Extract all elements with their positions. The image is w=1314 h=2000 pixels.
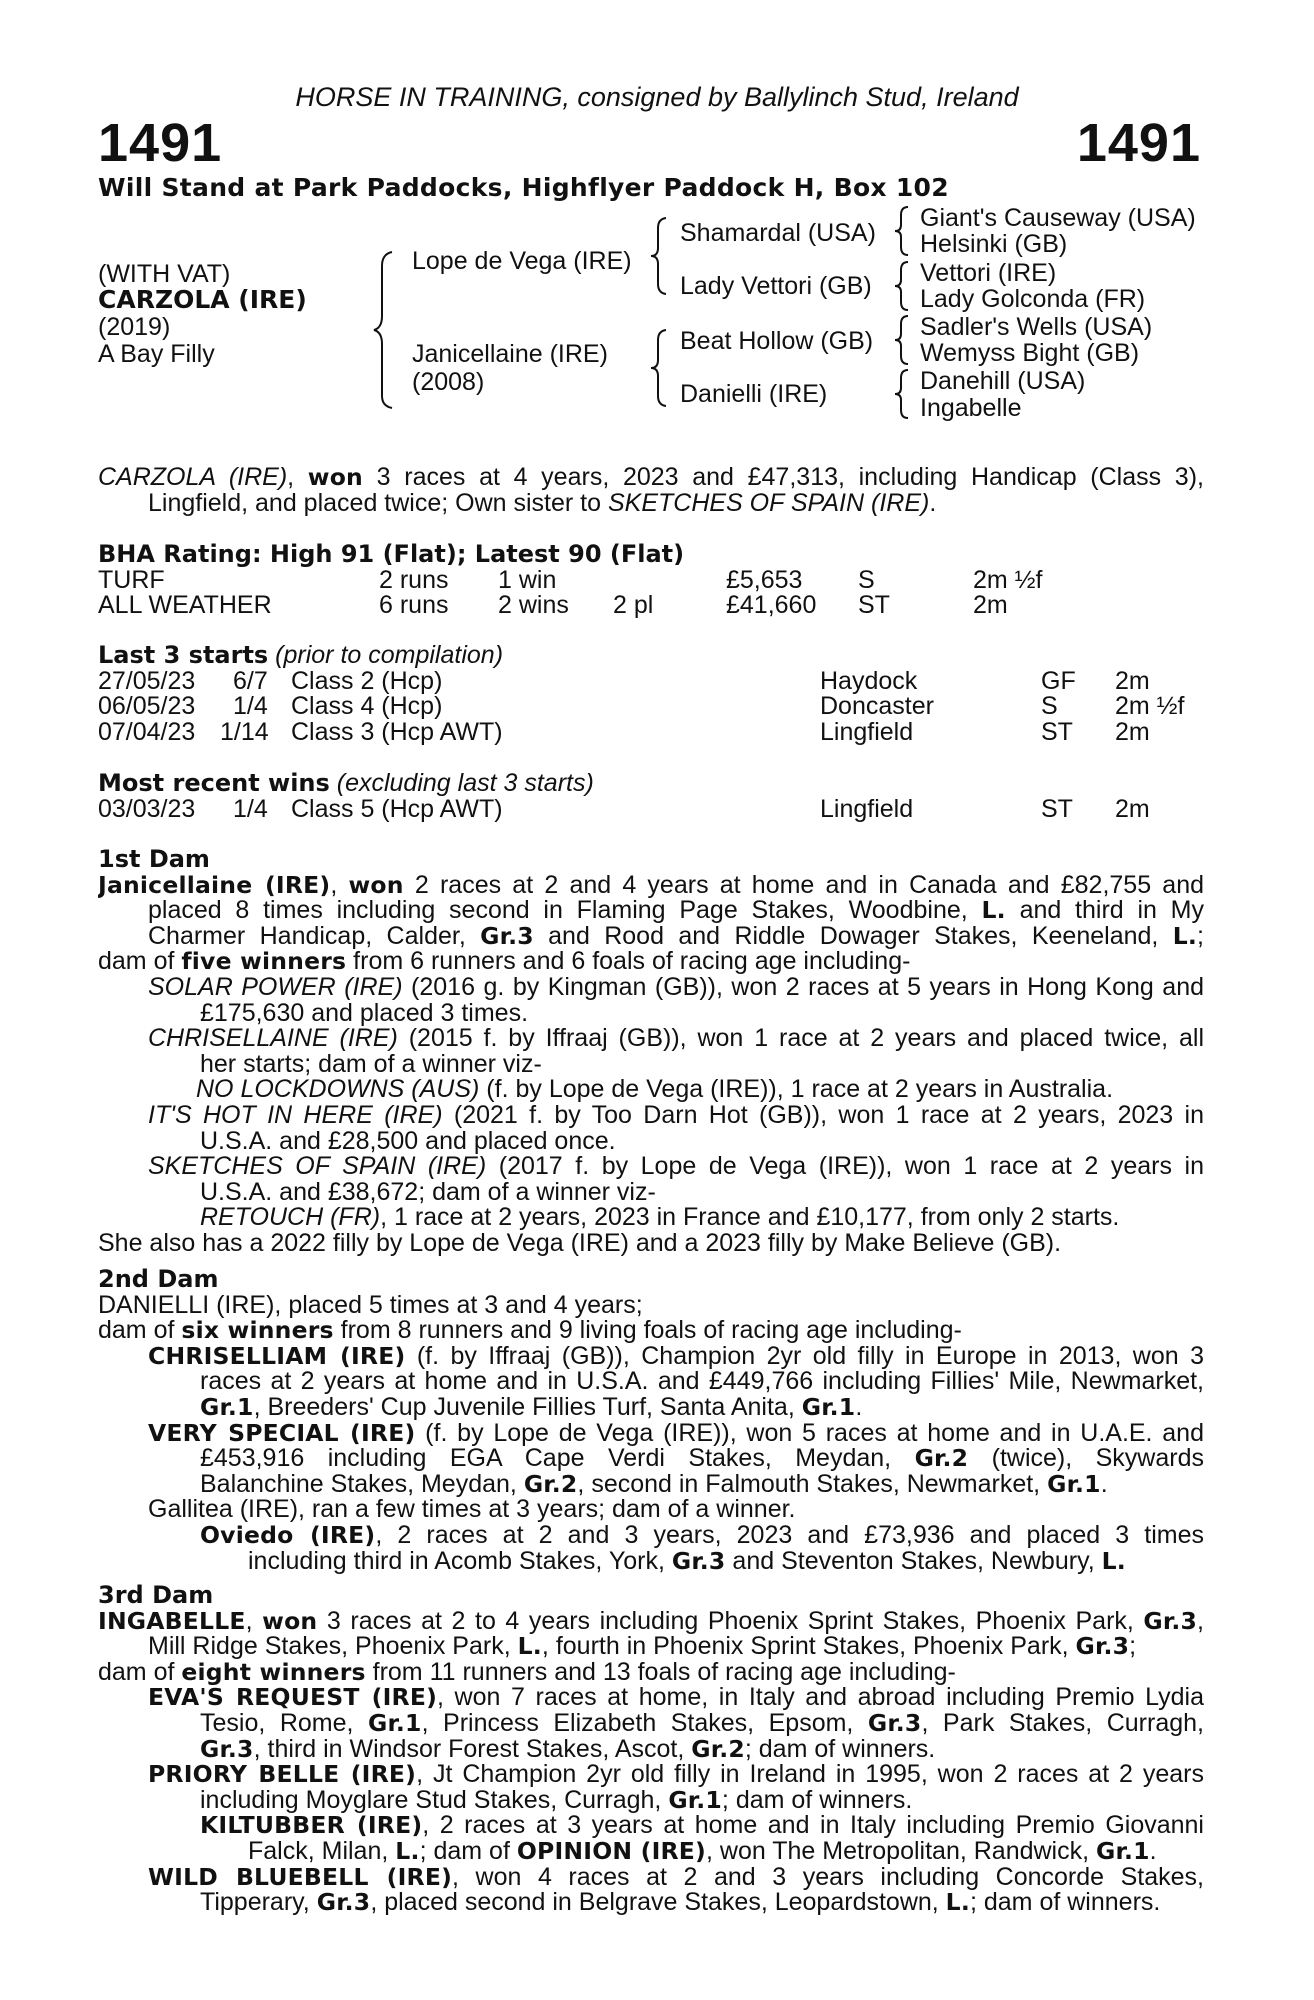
text-fragment: Tesio, Rome, bbox=[200, 1710, 368, 1737]
sire-name: Lope de Vega (IRE) bbox=[412, 247, 632, 275]
most-recent-wins bbox=[98, 771, 1204, 822]
text-fragment: six winners bbox=[181, 1316, 334, 1345]
text-line bbox=[98, 1446, 1204, 1472]
bracket-ggs-3 bbox=[892, 314, 914, 366]
text-fragment: PRIORY BELLE (IRE) bbox=[148, 1762, 417, 1788]
text-fragment: L. bbox=[395, 1836, 420, 1865]
text-line bbox=[98, 1103, 1204, 1129]
text-fragment: won bbox=[307, 465, 363, 491]
text-fragment: 3 races at 2 to 4 years including Phoenix Sprint Stakes, Phoenix Park, bbox=[317, 1608, 1144, 1635]
text-line bbox=[98, 949, 1204, 975]
ggs-name: Danehill (USA) bbox=[920, 367, 1086, 395]
text-fragment: ST bbox=[858, 591, 890, 620]
text-fragment: Haydock bbox=[820, 666, 918, 695]
text-line bbox=[98, 1734, 1204, 1763]
text-fragment: ST bbox=[1041, 794, 1073, 823]
text-fragment: DANIELLI (IRE), placed 5 times at 3 and 4 years; bbox=[98, 1290, 643, 1319]
text-line bbox=[98, 1657, 1204, 1686]
text-fragment: 2m bbox=[1115, 717, 1150, 746]
text-fragment: IT'S HOT IN HERE (IRE) bbox=[148, 1102, 443, 1129]
text-fragment: won bbox=[348, 872, 404, 899]
text-fragment: , won 4 races at 2 and 3 years including Concorde Stakes, bbox=[452, 1864, 1204, 1891]
text-line bbox=[98, 1392, 1204, 1421]
text-line bbox=[98, 1421, 1204, 1447]
text-fragment: (2015 f. by Iffraaj (GB)), won 1 race at 2 years and placed twice, all bbox=[397, 1026, 1204, 1052]
text-fragment: L. bbox=[1172, 923, 1198, 950]
text-fragment: , Breeders' Cup Juvenile Fillies Turf, Santa Anita, bbox=[253, 1392, 802, 1421]
text-fragment: Tipperary, bbox=[200, 1888, 317, 1917]
text-fragment: KILTUBBER (IRE) bbox=[200, 1813, 423, 1839]
text-fragment: £175,630 and placed 3 times. bbox=[200, 998, 529, 1027]
text-fragment: ALL WEATHER bbox=[98, 591, 272, 620]
text-fragment: SKETCHES OF SPAIN (IRE) bbox=[607, 488, 930, 517]
start-row bbox=[98, 694, 1204, 720]
text-fragment: ST bbox=[1041, 717, 1073, 746]
text-fragment: Gr.3 bbox=[867, 1710, 922, 1737]
pedigree-bracket-dam bbox=[648, 328, 672, 408]
text-line bbox=[98, 1154, 1204, 1180]
text-fragment: 2 pl bbox=[613, 591, 654, 620]
dam-sire-name: Beat Hollow (GB) bbox=[680, 327, 874, 355]
text-fragment: Gr.3 bbox=[200, 1734, 254, 1763]
text-fragment: 1/4 bbox=[233, 692, 268, 721]
text-fragment: SKETCHES OF SPAIN (IRE) bbox=[148, 1154, 487, 1180]
second-dam-heading: 2nd Dam bbox=[98, 1265, 219, 1293]
text-fragment: 07/04/23 bbox=[98, 717, 196, 746]
vat-label: (WITH VAT) bbox=[98, 260, 231, 288]
text-fragment: . bbox=[929, 488, 937, 517]
pedigree-bracket-sire bbox=[648, 216, 672, 296]
text-fragment: . bbox=[855, 1392, 863, 1421]
text-fragment: (f. by Lope de Vega (IRE)), won 5 races at home and in U.A.E. and bbox=[415, 1420, 1204, 1447]
text-fragment: Gr.2 bbox=[523, 1469, 578, 1498]
text-fragment: and third in My bbox=[1005, 898, 1204, 924]
text-line bbox=[98, 643, 1204, 669]
text-line bbox=[98, 1523, 1204, 1549]
first-dam-section bbox=[98, 847, 1204, 1257]
text-fragment: (2017 f. by Lope de Vega (IRE)), won 1 race at 2 years in bbox=[486, 1154, 1204, 1180]
text-fragment: L. bbox=[517, 1632, 542, 1661]
text-fragment: Gr.1 bbox=[1096, 1836, 1150, 1865]
text-fragment: 2m bbox=[1115, 794, 1150, 823]
text-fragment: Lingfield, and placed twice; Own sister to bbox=[148, 488, 608, 517]
text-fragment: £5,653 bbox=[726, 565, 803, 594]
text-fragment: including third in Acomb Stakes, York, bbox=[248, 1546, 672, 1575]
text-fragment: Most recent wins bbox=[98, 769, 330, 797]
third-dam-heading: 3rd Dam bbox=[98, 1581, 214, 1609]
dam-year: (2008) bbox=[412, 368, 485, 396]
text-fragment: from 11 runners and 13 foals of racing age including- bbox=[365, 1657, 956, 1686]
text-fragment: VERY SPECIAL (IRE) bbox=[148, 1420, 416, 1447]
bha-rating-section bbox=[98, 542, 1204, 619]
text-fragment: L. bbox=[945, 1888, 970, 1917]
text-line bbox=[98, 1469, 1204, 1498]
ggs-name: Lady Golconda (FR) bbox=[920, 285, 1146, 313]
text-fragment: 2m bbox=[973, 591, 1008, 620]
bracket-ggs-4 bbox=[892, 368, 914, 420]
text-fragment: , third in Windsor Forest Stakes, Ascot, bbox=[253, 1734, 692, 1763]
text-fragment: Balanchine Stakes, Meydan, bbox=[200, 1469, 524, 1498]
text-fragment: Janicellaine (IRE) bbox=[98, 872, 331, 899]
text-fragment: WILD BLUEBELL (IRE) bbox=[148, 1864, 453, 1891]
text-fragment: Lingfield bbox=[820, 717, 914, 746]
text-fragment: CARZOLA (IRE) bbox=[98, 465, 288, 491]
rating-row bbox=[98, 593, 1204, 619]
bracket-ggs-1 bbox=[892, 205, 914, 257]
text-fragment: £453,916 including EGA Cape Verdi Stakes, Meydan, bbox=[200, 1446, 915, 1472]
text-fragment: Gr.3 bbox=[480, 923, 534, 950]
text-fragment: S bbox=[1041, 692, 1058, 721]
text-fragment: 6/7 bbox=[233, 666, 268, 695]
text-fragment: Gr.2 bbox=[914, 1446, 969, 1472]
horse-description: A Bay Filly bbox=[98, 340, 215, 368]
text-fragment: Gr.1 bbox=[668, 1785, 722, 1814]
text-fragment: races at 2 years at home and in U.S.A. and £449,766 including Fillies' Mile, Newmarket, bbox=[200, 1369, 1204, 1395]
text-fragment: Gr.1 bbox=[367, 1710, 422, 1737]
text-fragment: Class 5 (Hcp AWT) bbox=[291, 794, 503, 823]
lot-number-left: 1491 bbox=[98, 113, 223, 173]
text-fragment: 06/05/23 bbox=[98, 692, 196, 721]
ggs-name: Helsinki (GB) bbox=[920, 230, 1068, 258]
text-line bbox=[98, 1634, 1204, 1660]
text-fragment: Doncaster bbox=[820, 692, 934, 721]
text-fragment: . bbox=[1149, 1836, 1157, 1865]
text-line bbox=[98, 1813, 1204, 1839]
text-fragment: (f. by Lope de Vega (IRE)), 1 race at 2 years in Australia. bbox=[479, 1075, 1114, 1104]
text-fragment: 2 races at 2 and 4 years at home and in Canada and £82,755 and bbox=[414, 872, 1204, 899]
text-fragment: 2m ½f bbox=[1115, 692, 1185, 721]
text-line: Janicellaine (IRE), won 2 races at 2 and 4 years at home and in Canada and £82,755 and bbox=[98, 872, 1204, 899]
text-fragment: Gallitea (IRE), ran a few times at 3 years; dam of a winner. bbox=[148, 1495, 796, 1524]
text-fragment: She also has a 2022 filly by Lope de Vega (IRE) and a 2023 filly by Make Believe (GB). bbox=[98, 1228, 1062, 1257]
ggs-name: Wemyss Bight (GB) bbox=[920, 339, 1140, 367]
bha-rating-heading: BHA Rating: High 91 (Flat); Latest 90 (Flat) bbox=[98, 540, 685, 568]
text-fragment: (twice), Skywards bbox=[968, 1446, 1204, 1472]
text-fragment: , 1 race at 2 years, 2023 in France and £10,177, from only 2 starts. bbox=[380, 1203, 1120, 1232]
text-fragment: from 6 runners and 6 foals of racing age including- bbox=[346, 947, 911, 976]
ggs-name: Ingabelle bbox=[920, 394, 1022, 422]
text-fragment: ; dam of winners. bbox=[969, 1888, 1161, 1917]
text-line bbox=[98, 1685, 1204, 1711]
text-fragment: Class 4 (Hcp) bbox=[291, 692, 443, 721]
text-line bbox=[98, 1890, 1204, 1916]
text-fragment: , Princess Elizabeth Stakes, Epsom, bbox=[421, 1710, 868, 1737]
text-fragment: 27/05/23 bbox=[98, 666, 196, 695]
text-fragment: . bbox=[1100, 1469, 1108, 1498]
text-fragment: U.S.A. and £28,500 and placed once. bbox=[200, 1126, 616, 1155]
text-line bbox=[98, 1836, 1204, 1865]
text-fragment: Gr.3 bbox=[1075, 1632, 1130, 1661]
text-fragment: 2m bbox=[1115, 666, 1150, 695]
text-fragment: OPINION (IRE) bbox=[516, 1836, 706, 1865]
text-line bbox=[98, 1369, 1204, 1395]
text-fragment: eight winners bbox=[181, 1657, 366, 1686]
third-dam-section bbox=[98, 1583, 1204, 1916]
text-fragment: and Rood and Riddle Dowager Stakes, Keeneland, bbox=[533, 923, 1173, 950]
text-fragment: Gr.3 bbox=[316, 1888, 371, 1917]
first-dam-heading: 1st Dam bbox=[98, 845, 210, 873]
text-fragment: L. bbox=[981, 898, 1006, 924]
sire-sire-name: Shamardal (USA) bbox=[680, 219, 876, 247]
text-fragment: (f. by Iffraaj (GB)), Champion 2yr old filly in Europe in 2013, won 3 bbox=[405, 1343, 1204, 1370]
text-fragment: 1/14 bbox=[220, 717, 269, 746]
dam-name: Janicellaine (IRE) bbox=[412, 340, 608, 368]
text-fragment: (2016 g. by Kingman (GB)), won 2 races at 5 years in Hong Kong and bbox=[402, 974, 1204, 1001]
text-line bbox=[98, 1026, 1204, 1052]
text-fragment: Gr.3 bbox=[671, 1546, 726, 1575]
text-fragment: ; dam of winners. bbox=[744, 1734, 936, 1763]
text-line bbox=[98, 1785, 1204, 1814]
race-summary bbox=[98, 465, 1204, 516]
text-fragment: CHRISELLAINE (IRE) bbox=[148, 1026, 398, 1052]
text-fragment: £41,660 bbox=[726, 591, 817, 620]
ggs-name: Vettori (IRE) bbox=[920, 259, 1057, 287]
text-line bbox=[98, 488, 1204, 517]
text-line bbox=[98, 771, 1204, 797]
text-line bbox=[98, 1865, 1204, 1891]
text-fragment: five winners bbox=[181, 947, 347, 976]
text-fragment: TURF bbox=[98, 565, 165, 594]
ggs-name: Sadler's Wells (USA) bbox=[920, 313, 1153, 341]
text-line bbox=[98, 924, 1204, 950]
text-line bbox=[98, 1762, 1204, 1788]
text-fragment: Mill Ridge Stakes, Phoenix Park, bbox=[148, 1632, 518, 1661]
text-fragment: ; bbox=[1129, 1632, 1137, 1661]
text-fragment: , won 7 races at home, in Italy and abroad including Premio Lydia bbox=[437, 1685, 1204, 1711]
text-fragment: , fourth in Phoenix Sprint Stakes, Phoenix Park, bbox=[541, 1632, 1076, 1661]
text-fragment: Lingfield bbox=[820, 794, 914, 823]
second-dam-section bbox=[98, 1267, 1204, 1574]
text-fragment: Class 3 (Hcp AWT) bbox=[291, 717, 503, 746]
text-line bbox=[98, 1318, 1204, 1344]
text-fragment: Oviedo (IRE) bbox=[200, 1522, 376, 1549]
text-fragment: dam of bbox=[98, 1316, 182, 1345]
text-fragment: (prior to compilation) bbox=[275, 641, 504, 669]
text-fragment: Gr.2 bbox=[691, 1734, 745, 1763]
text-fragment: SOLAR POWER (IRE) bbox=[148, 974, 403, 1001]
text-fragment: , placed second in Belgrave Stakes, Leopardstown, bbox=[370, 1888, 946, 1917]
text-line bbox=[98, 1711, 1204, 1737]
text-line bbox=[98, 975, 1204, 1001]
start-row bbox=[98, 717, 1204, 746]
text-fragment: ; dam of bbox=[419, 1836, 517, 1865]
text-fragment: Class 2 (Hcp) bbox=[291, 666, 443, 695]
consignor-line: HORSE IN TRAINING, consigned by Ballylinch Stud, Ireland bbox=[295, 82, 1019, 112]
text-fragment: Gr.1 bbox=[801, 1392, 856, 1421]
text-fragment: S bbox=[858, 565, 875, 594]
text-fragment: 1 win bbox=[498, 565, 557, 594]
text-fragment: , won The Metropolitan, Randwick, bbox=[706, 1836, 1097, 1865]
text-fragment: RETOUCH (FR) bbox=[200, 1203, 381, 1232]
pedigree-bracket-main bbox=[370, 250, 400, 410]
text-fragment: , Park Stakes, Curragh, bbox=[921, 1710, 1204, 1737]
text-fragment: Gr.1 bbox=[200, 1392, 254, 1421]
text-fragment: from 8 runners and 9 living foals of racing age including- bbox=[333, 1316, 962, 1345]
start-row bbox=[98, 666, 1204, 695]
dam-dam-name: Danielli (IRE) bbox=[680, 380, 828, 408]
text-fragment: , Jt Champion 2yr old filly in Ireland in 1995, won 2 races at 2 years bbox=[416, 1762, 1204, 1788]
text-fragment: and Steventon Stakes, Newbury, bbox=[725, 1546, 1102, 1575]
lot-number-right: 1491 bbox=[1076, 113, 1201, 173]
text-fragment: Gr.1 bbox=[1047, 1469, 1101, 1498]
text-fragment: Charmer Handicap, Calder, bbox=[148, 923, 481, 950]
text-fragment: , bbox=[1197, 1608, 1204, 1635]
text-line bbox=[98, 1344, 1204, 1370]
text-fragment: 2m ½f bbox=[973, 565, 1043, 594]
text-fragment: 2 runs bbox=[379, 565, 449, 594]
text-fragment: , second in Falmouth Stakes, Newmarket, bbox=[577, 1469, 1048, 1498]
sire-dam-name: Lady Vettori (GB) bbox=[680, 272, 872, 300]
text-line bbox=[98, 1546, 1204, 1575]
text-fragment: 3 races at 4 years, 2023 and £47,313, including Handicap (Class 3), bbox=[376, 465, 1204, 491]
text-fragment: CHRISELLIAM (IRE) bbox=[148, 1343, 406, 1370]
bracket-ggs-2 bbox=[892, 260, 914, 312]
text-line bbox=[98, 1609, 1204, 1635]
text-fragment: ; dam of winners. bbox=[721, 1785, 913, 1814]
text-fragment: Last 3 starts bbox=[98, 641, 269, 669]
text-line bbox=[98, 1205, 1204, 1231]
text-fragment: dam of bbox=[98, 1657, 182, 1686]
text-fragment: (2021 f. by Too Darn Hot (GB)), won 1 race at 2 years, 2023 in bbox=[442, 1102, 1204, 1129]
text-fragment: dam of bbox=[98, 947, 182, 976]
text-fragment: 6 runs bbox=[379, 591, 449, 620]
text-fragment: won bbox=[262, 1608, 318, 1635]
text-fragment: 03/03/23 bbox=[98, 794, 196, 823]
text-line: CARZOLA (IRE), won 3 races at 4 years, 2023 and £47,313, including Handicap (Class 3), bbox=[98, 465, 1204, 491]
ggs-name: Giant's Causeway (USA) bbox=[920, 204, 1196, 232]
text-fragment: EVA'S REQUEST (IRE) bbox=[148, 1685, 438, 1711]
stand-location: Will Stand at Park Paddocks, Highflyer Paddock H, Box 102 bbox=[98, 173, 949, 202]
text-fragment: , 2 races at 3 years at home and in Italy including Premio Giovanni bbox=[422, 1813, 1204, 1839]
text-fragment: 2 wins bbox=[498, 591, 569, 620]
rating-row bbox=[98, 565, 1204, 594]
horse-year: (2019) bbox=[98, 313, 171, 341]
text-fragment: placed 8 times including second in Flaming Page Stakes, Woodbine, bbox=[148, 898, 982, 924]
text-fragment: NO LOCKDOWNS (AUS) bbox=[196, 1075, 480, 1104]
horse-name: CARZOLA (IRE) bbox=[98, 285, 307, 314]
text-fragment: (excluding last 3 starts) bbox=[336, 769, 594, 797]
text-line bbox=[98, 898, 1204, 924]
text-fragment: 1/4 bbox=[233, 794, 268, 823]
text-fragment: ; bbox=[1197, 923, 1204, 950]
text-fragment: her starts; dam of a winner viz- bbox=[200, 1049, 542, 1078]
text-fragment: Falck, Milan, bbox=[248, 1836, 396, 1865]
text-fragment: , bbox=[245, 1608, 263, 1635]
text-fragment: , 2 races at 2 and 3 years, 2023 and £73,936 and placed 3 times bbox=[375, 1522, 1204, 1549]
text-fragment: GF bbox=[1041, 666, 1076, 695]
text-fragment: including Moyglare Stud Stakes, Curragh, bbox=[200, 1785, 669, 1814]
last-3-starts bbox=[98, 643, 1204, 745]
text-fragment: L. bbox=[1101, 1546, 1126, 1575]
text-fragment: U.S.A. and £38,672; dam of a winner viz- bbox=[200, 1177, 656, 1206]
text-fragment: Gr.3 bbox=[1143, 1608, 1198, 1635]
text-fragment: INGABELLE bbox=[98, 1608, 246, 1635]
text-line bbox=[98, 1077, 1204, 1103]
win-row bbox=[98, 794, 1204, 823]
